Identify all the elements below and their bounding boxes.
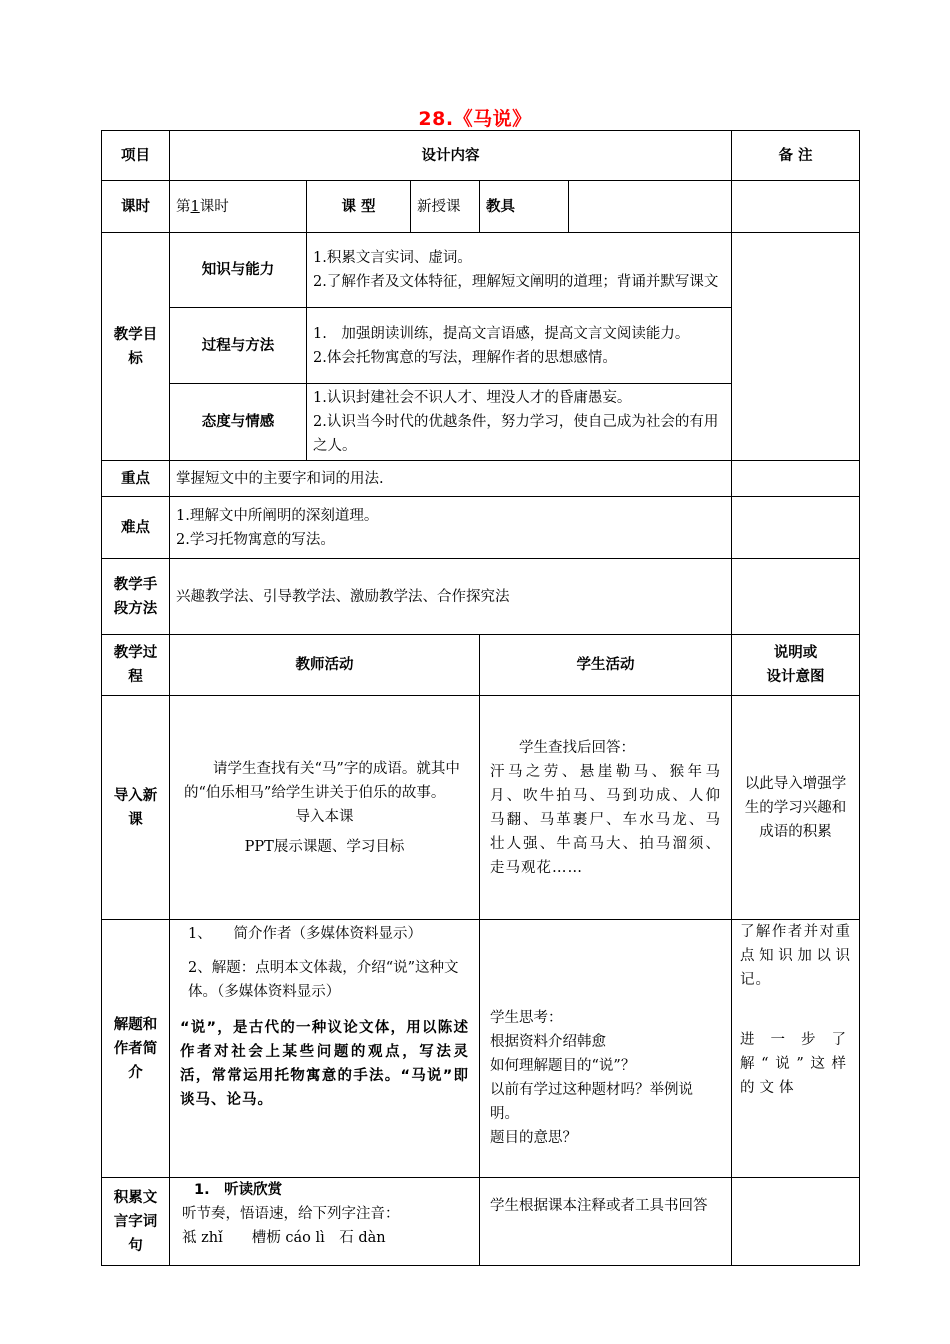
header-content: 设计内容 <box>170 131 732 181</box>
goal-attitude-line: 1.认识封建社会不识人才、埋没人才的昏庸愚妄。 <box>313 390 632 406</box>
intro-note: 以此导入增强学生的学习兴趣和成语的积累 <box>732 696 860 920</box>
accumulate-line: 听节奏，悟语速，给下列字注音： <box>182 1206 400 1222</box>
intro-teacher <box>170 696 480 920</box>
accumulate-teacher <box>170 1178 480 1266</box>
goals-label: 教学目标 <box>102 233 170 461</box>
header-row <box>102 131 860 181</box>
process-header-row <box>102 635 860 696</box>
goal-knowledge-line: 1.积累文言实词、虚词。 <box>313 250 472 266</box>
methods-label: 教学手段方法 <box>102 559 170 635</box>
difficulty-note <box>732 497 860 559</box>
author-row <box>102 920 860 1178</box>
period-number: 1 <box>190 198 200 215</box>
goal-knowledge-text <box>307 233 732 308</box>
accumulate-row <box>102 1178 860 1266</box>
author-teacher-line: 2、解题：点明本文体裁，介绍“说”这种文体。（多媒体资料显示） <box>188 960 459 1000</box>
lesson-aids-label: 教具 <box>480 181 569 233</box>
difficulty-row <box>102 497 860 559</box>
author-student-line: 题目的意思？ <box>490 1130 577 1146</box>
author-student-line: 学生思考： <box>490 1010 563 1026</box>
intro-row <box>102 696 860 920</box>
lesson-aids-value <box>569 181 732 233</box>
intro-teacher-line: PPT展示课题、学习目标 <box>244 838 405 855</box>
period-suffix: 课时 <box>199 198 229 215</box>
intro-teacher-text: 请学生查找有关“马”字的成语。就其中的“伯乐相马”给学生讲关于伯乐的故事。 <box>184 760 460 801</box>
process-label: 教学过程 <box>102 635 170 696</box>
lesson-note <box>732 181 860 233</box>
teacher-activity-header: 教师活动 <box>170 635 480 696</box>
student-activity-header: 学生活动 <box>480 635 732 696</box>
goal-knowledge-label: 知识与能力 <box>170 233 307 308</box>
key-point-note <box>732 461 860 497</box>
accumulate-line: 祗 zhǐ 槽枥 cáo lì 石 dàn <box>182 1230 386 1246</box>
author-teacher-line: 1、 简介作者（多媒体资料显示） <box>188 926 422 942</box>
difficulty-line: 2.学习托物寓意的写法。 <box>176 531 335 548</box>
key-point-row <box>102 461 860 497</box>
lesson-period <box>170 181 307 233</box>
lesson-type-label: 课 型 <box>307 181 411 233</box>
design-intent-header: 说明或 设计意图 <box>732 635 860 696</box>
goal-process-label: 过程与方法 <box>170 308 307 384</box>
author-note-line: 了解作者并对重点知识加以识记。 <box>740 924 852 988</box>
goals-note <box>732 233 860 461</box>
goal-attitude-label: 态度与情感 <box>170 384 307 461</box>
goal-process-line: 2.体会托物寓意的写法，理解作者的思想感情。 <box>313 349 617 366</box>
lesson-plan-table <box>101 130 860 1266</box>
lesson-label: 课时 <box>102 181 170 233</box>
author-teacher-bold: “说”，是古代的一种议论文体，用以陈述作者对社会上某些问题的观点，写法灵活，常常运用托物寓意的手法。“马说”即谈马、论马。 <box>180 1020 469 1108</box>
header-note: 备 注 <box>732 131 860 181</box>
difficulty-text <box>170 497 732 559</box>
header-item: 项目 <box>102 131 170 181</box>
author-student-line: 根据资料介绍韩愈 <box>490 1034 606 1050</box>
intro-student-line: 学生查找后回答： <box>490 739 635 756</box>
author-note <box>732 920 860 1178</box>
author-student-line: 以前有学过这种题材吗？举例说明。 <box>490 1082 693 1122</box>
lesson-type-value: 新授课 <box>411 181 480 233</box>
author-teacher <box>170 920 480 1178</box>
author-label: 解题和作者简介 <box>102 920 170 1178</box>
goal-attitude-line: 2.认识当今时代的优越条件，努力学习，使自己成为社会的有用之人。 <box>313 414 719 454</box>
author-note-line: 进一步了解“说”这样的文体 <box>740 1032 852 1096</box>
accumulate-note <box>732 1178 860 1266</box>
page-title: 28.《马说》 <box>418 108 532 130</box>
goal-knowledge-line: 2.了解作者及文体特征，理解短文阐明的道理；背诵并默写课文 <box>313 274 719 290</box>
intro-teacher-line: 导入本课 <box>295 808 354 825</box>
goal-knowledge-row <box>102 233 860 308</box>
goal-process-line: 1. 加强朗读训练，提高文言语感，提高文言文阅读能力。 <box>313 325 690 342</box>
goal-attitude-text <box>307 384 732 461</box>
difficulty-label: 难点 <box>102 497 170 559</box>
intro-label: 导入新课 <box>102 696 170 920</box>
methods-text: 兴趣教学法、引导教学法、激励教学法、合作探究法 <box>170 559 732 635</box>
key-point-text: 掌握短文中的主要字和词的用法. <box>170 461 732 497</box>
intro-student <box>480 696 732 920</box>
methods-row <box>102 559 860 635</box>
key-point-label: 重点 <box>102 461 170 497</box>
author-student <box>480 920 732 1178</box>
intro-student-line: 汗马之劳、悬崖勒马、猴年马月、吹牛拍马、马到功成、人仰马翻、马革裹尸、车水马龙、马壮人强、牛高马大、拍马溜须、走马观花…… <box>490 763 722 876</box>
methods-note <box>732 559 860 635</box>
lesson-row <box>102 181 860 233</box>
accumulate-heading: 1. 听读欣赏 <box>194 1182 283 1198</box>
goal-process-text <box>307 308 732 384</box>
accumulate-label: 积累文言字词句 <box>102 1178 170 1266</box>
accumulate-student: 学生根据课本注释或者工具书回答 <box>480 1178 732 1266</box>
difficulty-line: 1.理解文中所阐明的深刻道理。 <box>176 507 379 524</box>
period-prefix: 第 <box>176 198 191 215</box>
author-student-line: 如何理解题目的“说”？ <box>490 1058 636 1074</box>
